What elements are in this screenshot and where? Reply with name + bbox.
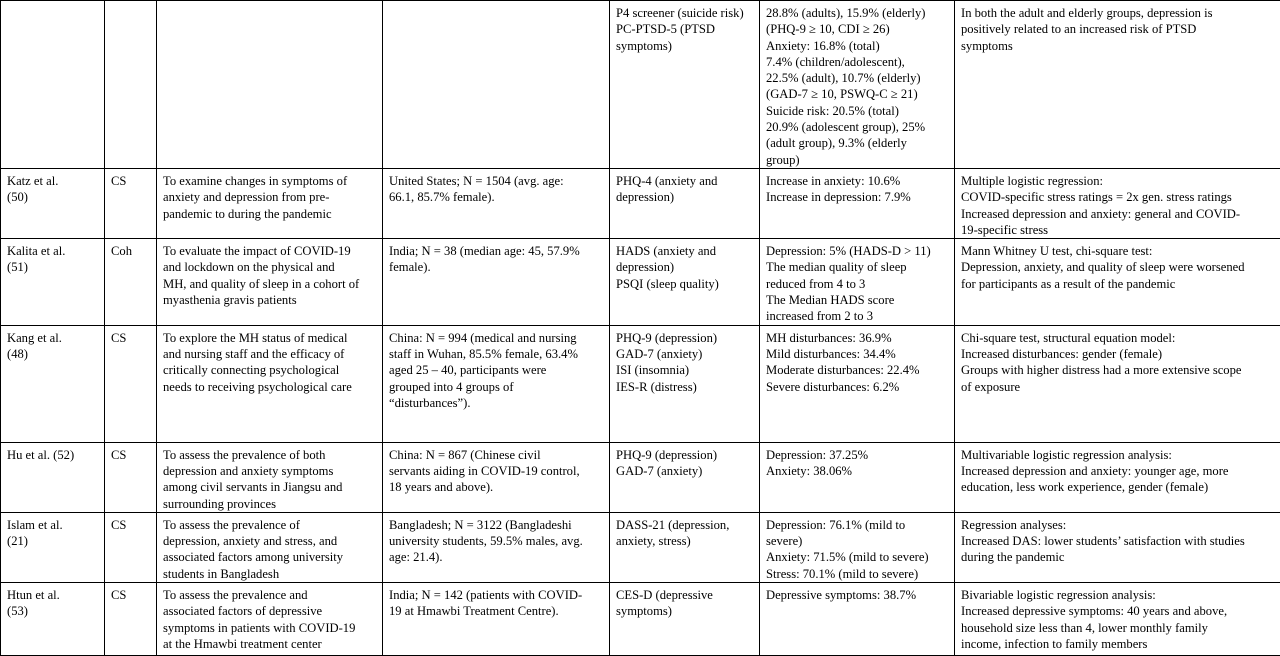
- objective-line: anxiety and depression from pre-: [163, 189, 378, 205]
- findings-line: Moderate disturbances: 22.4%: [766, 362, 950, 378]
- measures-cell: [610, 512, 760, 582]
- design-cell: [105, 1, 157, 169]
- design-line: CS: [111, 447, 152, 463]
- findings-line: increased from 2 to 3: [766, 308, 950, 324]
- study-line: (50): [7, 189, 100, 205]
- study-cell: [1, 239, 105, 325]
- measures-line: symptoms): [616, 38, 755, 54]
- analysis-line: Regression analyses:: [961, 517, 1276, 533]
- sample-line: staff in Wuhan, 85.5% female, 63.4%: [389, 346, 605, 362]
- measures-line: PHQ-9 (depression): [616, 447, 755, 463]
- analysis-line: positively related to an increased risk of PTSD: [961, 21, 1276, 37]
- study-line: Islam et al.: [7, 517, 100, 533]
- objective-line: MH, and quality of sleep in a cohort of: [163, 276, 378, 292]
- analysis-cell: [955, 1, 1280, 169]
- objective-line: To evaluate the impact of COVID-19: [163, 243, 378, 259]
- objective-line: myasthenia gravis patients: [163, 292, 378, 308]
- analysis-cell: [955, 442, 1280, 512]
- sample-line: India; N = 142 (patients with COVID-: [389, 587, 605, 603]
- sample-line: 18 years and above).: [389, 479, 605, 495]
- table-row: [1, 512, 1280, 582]
- analysis-line: 19-specific stress: [961, 222, 1276, 238]
- measures-cell: [610, 583, 760, 656]
- sample-line: China: N = 994 (medical and nursing: [389, 330, 605, 346]
- findings-line: Suicide risk: 20.5% (total): [766, 103, 950, 119]
- analysis-line: during the pandemic: [961, 549, 1276, 565]
- sample-line: grouped into 4 groups of: [389, 379, 605, 395]
- objective-cell: [157, 442, 383, 512]
- analysis-line: Groups with higher distress had a more extensive scope: [961, 362, 1276, 378]
- objective-line: depression and anxiety symptoms: [163, 463, 378, 479]
- table-row: [1, 169, 1280, 239]
- study-line: Hu et al. (52): [7, 447, 100, 463]
- study-line: (53): [7, 603, 100, 619]
- objective-cell: [157, 239, 383, 325]
- table-row: [1, 1, 1280, 169]
- findings-line: MH disturbances: 36.9%: [766, 330, 950, 346]
- findings-cell: [760, 442, 955, 512]
- sample-cell: [383, 169, 610, 239]
- sample-line: servants aiding in COVID-19 control,: [389, 463, 605, 479]
- study-line: Htun et al.: [7, 587, 100, 603]
- objective-line: students in Bangladesh: [163, 566, 378, 582]
- table-body: [1, 1, 1280, 656]
- measures-cell: [610, 1, 760, 169]
- design-cell: [105, 325, 157, 442]
- study-line: (51): [7, 259, 100, 275]
- sample-line: 66.1, 85.7% female).: [389, 189, 605, 205]
- findings-line: (GAD-7 ≥ 10, PSWQ-C ≥ 21): [766, 86, 950, 102]
- table-row: [1, 583, 1280, 656]
- objective-line: among civil servants in Jiangsu and: [163, 479, 378, 495]
- sample-line: Bangladesh; N = 3122 (Bangladeshi: [389, 517, 605, 533]
- design-cell: [105, 169, 157, 239]
- sample-cell: [383, 442, 610, 512]
- analysis-cell: [955, 512, 1280, 582]
- table-row: [1, 442, 1280, 512]
- analysis-line: education, less work experience, gender (female): [961, 479, 1276, 495]
- findings-cell: [760, 169, 955, 239]
- analysis-line: Multiple logistic regression:: [961, 173, 1276, 189]
- objective-line: needs to receiving psychological care: [163, 379, 378, 395]
- findings-line: Depression: 5% (HADS-D > 11): [766, 243, 950, 259]
- objective-line: pandemic to during the pandemic: [163, 206, 378, 222]
- design-line: CS: [111, 330, 152, 346]
- sample-cell: [383, 1, 610, 169]
- measures-line: GAD-7 (anxiety): [616, 463, 755, 479]
- measures-line: HADS (anxiety and: [616, 243, 755, 259]
- design-line: CS: [111, 517, 152, 533]
- table-row: [1, 239, 1280, 325]
- findings-line: Depression: 76.1% (mild to: [766, 517, 950, 533]
- design-cell: [105, 512, 157, 582]
- measures-line: DASS-21 (depression,: [616, 517, 755, 533]
- analysis-cell: [955, 239, 1280, 325]
- design-cell: [105, 239, 157, 325]
- study-cell: [1, 512, 105, 582]
- findings-cell: [760, 583, 955, 656]
- objective-line: symptoms in patients with COVID-19: [163, 620, 378, 636]
- sample-line: age: 21.4).: [389, 549, 605, 565]
- design-cell: [105, 583, 157, 656]
- analysis-line: In both the adult and elderly groups, depression is: [961, 5, 1276, 21]
- measures-line: PC-PTSD-5 (PTSD: [616, 21, 755, 37]
- objective-line: surrounding provinces: [163, 496, 378, 512]
- findings-line: Mild disturbances: 34.4%: [766, 346, 950, 362]
- objective-cell: [157, 1, 383, 169]
- analysis-line: Depression, anxiety, and quality of sleep were worsened: [961, 259, 1276, 275]
- analysis-line: household size less than 4, lower monthly family: [961, 620, 1276, 636]
- objective-line: To examine changes in symptoms of: [163, 173, 378, 189]
- analysis-cell: [955, 169, 1280, 239]
- findings-line: Increase in depression: 7.9%: [766, 189, 950, 205]
- findings-line: 28.8% (adults), 15.9% (elderly): [766, 5, 950, 21]
- findings-line: Depressive symptoms: 38.7%: [766, 587, 950, 603]
- measures-line: depression): [616, 189, 755, 205]
- analysis-line: income, infection to family members: [961, 636, 1276, 652]
- findings-line: Increase in anxiety: 10.6%: [766, 173, 950, 189]
- findings-line: Depression: 37.25%: [766, 447, 950, 463]
- design-line: CS: [111, 587, 152, 603]
- objective-cell: [157, 512, 383, 582]
- analysis-line: for participants as a result of the pandemic: [961, 276, 1276, 292]
- measures-cell: [610, 442, 760, 512]
- study-cell: [1, 169, 105, 239]
- findings-line: group): [766, 152, 950, 168]
- findings-line: Anxiety: 16.8% (total): [766, 38, 950, 54]
- analysis-line: of exposure: [961, 379, 1276, 395]
- objective-line: To assess the prevalence of: [163, 517, 378, 533]
- study-cell: [1, 442, 105, 512]
- analysis-line: Increased disturbances: gender (female): [961, 346, 1276, 362]
- sample-cell: [383, 583, 610, 656]
- analysis-cell: [955, 325, 1280, 442]
- study-line: Kang et al.: [7, 330, 100, 346]
- analysis-line: COVID-specific stress ratings = 2x gen. stress ratings: [961, 189, 1276, 205]
- study-cell: [1, 325, 105, 442]
- analysis-line: Chi-square test, structural equation model:: [961, 330, 1276, 346]
- sample-cell: [383, 512, 610, 582]
- measures-line: PHQ-4 (anxiety and: [616, 173, 755, 189]
- design-line: CS: [111, 173, 152, 189]
- findings-cell: [760, 512, 955, 582]
- sample-line: university students, 59.5% males, avg.: [389, 533, 605, 549]
- analysis-line: Increased depression and anxiety: general and COVID-: [961, 206, 1276, 222]
- findings-line: severe): [766, 533, 950, 549]
- study-cell: [1, 583, 105, 656]
- analysis-line: symptoms: [961, 38, 1276, 54]
- objective-line: critically connecting psychological: [163, 362, 378, 378]
- study-line: (21): [7, 533, 100, 549]
- sample-cell: [383, 239, 610, 325]
- findings-cell: [760, 325, 955, 442]
- analysis-cell: [955, 583, 1280, 656]
- objective-cell: [157, 583, 383, 656]
- findings-line: 7.4% (children/adolescent),: [766, 54, 950, 70]
- measures-line: IES-R (distress): [616, 379, 755, 395]
- measures-line: PSQI (sleep quality): [616, 276, 755, 292]
- objective-line: and nursing staff and the efficacy of: [163, 346, 378, 362]
- analysis-line: Increased depression and anxiety: younger age, more: [961, 463, 1276, 479]
- study-cell: [1, 1, 105, 169]
- analysis-line: Mann Whitney U test, chi-square test:: [961, 243, 1276, 259]
- objective-line: at the Hmawbi treatment center: [163, 636, 378, 652]
- objective-line: and lockdown on the physical and: [163, 259, 378, 275]
- objective-line: depression, anxiety and stress, and: [163, 533, 378, 549]
- findings-line: Anxiety: 38.06%: [766, 463, 950, 479]
- table-row: [1, 325, 1280, 442]
- findings-cell: [760, 239, 955, 325]
- measures-line: depression): [616, 259, 755, 275]
- objective-line: To explore the MH status of medical: [163, 330, 378, 346]
- measures-cell: [610, 239, 760, 325]
- design-cell: [105, 442, 157, 512]
- design-line: Coh: [111, 243, 152, 259]
- measures-line: GAD-7 (anxiety): [616, 346, 755, 362]
- sample-cell: [383, 325, 610, 442]
- findings-line: 20.9% (adolescent group), 25%: [766, 119, 950, 135]
- objective-cell: [157, 169, 383, 239]
- analysis-line: Multivariable logistic regression analysis:: [961, 447, 1276, 463]
- measures-line: anxiety, stress): [616, 533, 755, 549]
- sample-line: female).: [389, 259, 605, 275]
- objective-cell: [157, 325, 383, 442]
- analysis-line: Increased depressive symptoms: 40 years and above,: [961, 603, 1276, 619]
- analysis-line: Increased DAS: lower students’ satisfaction with studies: [961, 533, 1276, 549]
- findings-line: Anxiety: 71.5% (mild to severe): [766, 549, 950, 565]
- measures-line: CES-D (depressive: [616, 587, 755, 603]
- findings-line: The Median HADS score: [766, 292, 950, 308]
- analysis-line: Bivariable logistic regression analysis:: [961, 587, 1276, 603]
- findings-line: The median quality of sleep: [766, 259, 950, 275]
- findings-line: Severe disturbances: 6.2%: [766, 379, 950, 395]
- objective-line: To assess the prevalence and: [163, 587, 378, 603]
- objective-line: associated factors among university: [163, 549, 378, 565]
- objective-line: To assess the prevalence of both: [163, 447, 378, 463]
- sample-line: United States; N = 1504 (avg. age:: [389, 173, 605, 189]
- sample-line: India; N = 38 (median age: 45, 57.9%: [389, 243, 605, 259]
- measures-line: symptoms): [616, 603, 755, 619]
- measures-cell: [610, 325, 760, 442]
- sample-line: 19 at Hmawbi Treatment Centre).: [389, 603, 605, 619]
- study-line: Katz et al.: [7, 173, 100, 189]
- objective-line: associated factors of depressive: [163, 603, 378, 619]
- sample-line: aged 25 – 40, participants were: [389, 362, 605, 378]
- findings-line: (adult group), 9.3% (elderly: [766, 135, 950, 151]
- sample-line: China: N = 867 (Chinese civil: [389, 447, 605, 463]
- findings-line: reduced from 4 to 3: [766, 276, 950, 292]
- findings-line: (PHQ-9 ≥ 10, CDI ≥ 26): [766, 21, 950, 37]
- findings-cell: [760, 1, 955, 169]
- measures-line: P4 screener (suicide risk): [616, 5, 755, 21]
- findings-line: Stress: 70.1% (mild to severe): [766, 566, 950, 582]
- findings-line: 22.5% (adult), 10.7% (elderly): [766, 70, 950, 86]
- sample-line: “disturbances”).: [389, 395, 605, 411]
- study-line: Kalita et al.: [7, 243, 100, 259]
- measures-line: PHQ-9 (depression): [616, 330, 755, 346]
- measures-line: ISI (insomnia): [616, 362, 755, 378]
- study-line: (48): [7, 346, 100, 362]
- measures-cell: [610, 169, 760, 239]
